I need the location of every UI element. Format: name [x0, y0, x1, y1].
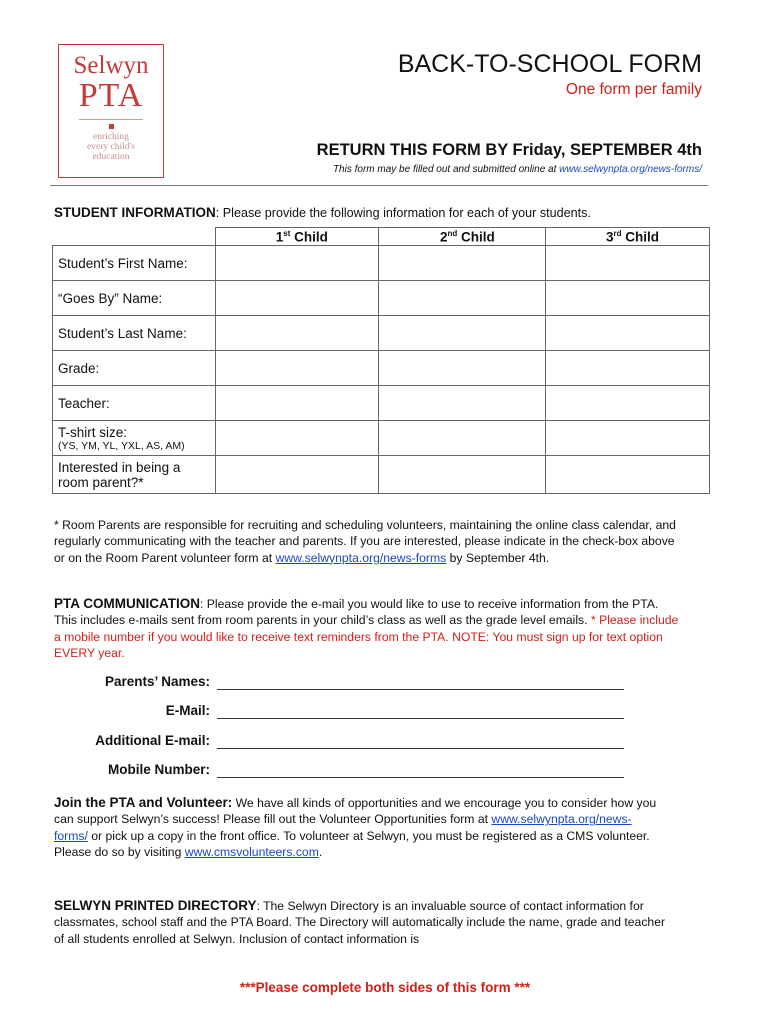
last-name-child-1-field[interactable] [216, 316, 379, 351]
logo-tagline-2: every child's [87, 142, 135, 152]
email-label: E-Mail: [165, 703, 210, 718]
student-info-table [52, 227, 710, 494]
column-header-child-2: 2nd Child [378, 228, 545, 246]
last-name-child-2-field[interactable] [378, 316, 545, 351]
mobile-row [54, 762, 624, 780]
table-row [53, 456, 710, 494]
row-label-grade: Grade: [53, 351, 216, 386]
room-parent-child-2-field[interactable] [378, 456, 545, 494]
grade-child-1-field[interactable] [216, 351, 379, 386]
header-divider [50, 185, 708, 186]
mobile-label: Mobile Number: [107, 762, 210, 777]
table-header-row [53, 228, 710, 246]
form-title: BACK-TO-SCHOOL FORM [397, 50, 702, 78]
news-forms-link[interactable]: www.selwynpta.org/news-forms [275, 550, 447, 565]
email-field[interactable] [217, 718, 624, 719]
goes-by-child-1-field[interactable] [216, 281, 379, 316]
student-info-text: : Please provide the following information for each of your students. [215, 206, 591, 220]
logo-org: PTA [78, 77, 144, 114]
table-row [53, 351, 710, 386]
table-row [53, 421, 710, 456]
table-row [53, 316, 710, 351]
volunteer-section: Join the PTA and Volunteer: We have all kinds of opportunities and we encourage you to consider how you can support Selwyn’s success! Please fill out the Volunteer Opportunities form at www.selwynpta.org/news-forms/ or pick up a copy in the front office. To volunteer at Selwyn, you must be registered as a CMS volunteer. Please do so by visiting www.cmsvolunteers.com. [54, 795, 657, 859]
return-deadline: RETURN THIS FORM BY Friday, SEPTEMBER 4th [316, 141, 702, 159]
online-note-text: This form may be filled out and submitted online at [332, 164, 560, 175]
grade-child-2-field[interactable] [378, 351, 545, 386]
logo-dot-icon [109, 124, 114, 129]
tshirt-child-3-field[interactable] [545, 421, 709, 456]
tshirt-label: T-shirt size: [58, 424, 128, 440]
column-header-child-1: 1st Child [216, 228, 379, 246]
first-name-child-1-field[interactable] [216, 246, 379, 281]
logo-tagline-3: education [92, 152, 130, 162]
student-info-intro [54, 205, 734, 221]
additional-email-label: Additional E-mail: [95, 733, 210, 748]
logo-tagline-1: enriching [93, 132, 129, 142]
room-parent-note: * Room Parents are responsible for recruiting and scheduling volunteers, maintaining the online class calendar, and regularly communicating with the teacher and parents. If you are interested, please indicate in the check-box above or on the Room Parent volunteer form at www.selwynpta.org/news-forms by September 4th. [54, 518, 676, 565]
row-label-tshirt [53, 421, 216, 456]
last-name-child-3-field[interactable] [545, 316, 709, 351]
room-parent-child-3-field[interactable] [545, 456, 709, 494]
parents-names-label: Parents’ Names: [104, 674, 210, 689]
directory-heading: SELWYN PRINTED DIRECTORY [54, 898, 257, 913]
cms-volunteers-link[interactable]: www.cmsvolunteers.com [184, 844, 319, 859]
logo-name: Selwyn [73, 52, 149, 79]
grade-child-3-field[interactable] [545, 351, 709, 386]
goes-by-child-2-field[interactable] [378, 281, 545, 316]
additional-email-field[interactable] [217, 748, 624, 749]
row-label-last-name: Student’s Last Name: [53, 316, 216, 351]
row-label-first-name: Student’s First Name: [53, 246, 216, 281]
mobile-notice: * Please include a mobile number if you would like to receive text reminders from the PTA. NOTE: You must sign up for text option EVERY year. [54, 613, 679, 660]
table-row [53, 246, 710, 281]
row-label-teacher: Teacher: [53, 386, 216, 421]
student-info-heading: STUDENT INFORMATION [54, 205, 216, 220]
volunteer-forms-link[interactable]: www.selwynpta.org/news-forms/ [54, 812, 632, 843]
first-name-child-3-field[interactable] [545, 246, 709, 281]
first-name-child-2-field[interactable] [378, 246, 545, 281]
table-row [53, 386, 710, 421]
form-subtitle: One form per family [565, 81, 702, 98]
footer-notice: ***Please complete both sides of this form *** [239, 980, 531, 995]
teacher-child-1-field[interactable] [216, 386, 379, 421]
online-url-link[interactable]: www.selwynpta.org/news-forms/ [559, 164, 702, 175]
logo-divider [79, 119, 143, 120]
row-label-room-parent: Interested in being a room parent?* [53, 456, 216, 494]
tshirt-sizes: (YS, YM, YL, YXL, AS, AM) [58, 439, 185, 452]
parents-names-row [54, 674, 624, 692]
selwyn-pta-logo [58, 44, 164, 178]
directory-section: SELWYN PRINTED DIRECTORY: The Selwyn Directory is an invaluable source of contact information for classmates, school staff and the PTA Board. The Directory will automatically include the name, grade and teacher of all students enrolled at Selwyn. Inclusion of contact information is [54, 898, 666, 946]
table-corner [53, 228, 216, 246]
tshirt-child-1-field[interactable] [216, 421, 379, 456]
volunteer-heading: Join the PTA and Volunteer: [54, 795, 233, 810]
tshirt-child-2-field[interactable] [378, 421, 545, 456]
additional-email-row [54, 733, 624, 751]
table-row [53, 281, 710, 316]
pta-communication: PTA COMMUNICATION: Please provide the e-mail you would like to use to receive information from the PTA. This includes e-mails sent from room parents in your child’s class as well as the grade level emails. * Please include a mobile number if you would like to receive text reminders from the PTA. NOTE: You must sign up for text option EVERY year. [54, 596, 679, 660]
pta-communication-heading: PTA COMMUNICATION [54, 596, 200, 611]
teacher-child-2-field[interactable] [378, 386, 545, 421]
email-row [54, 703, 624, 721]
mobile-field[interactable] [217, 777, 624, 778]
teacher-child-3-field[interactable] [545, 386, 709, 421]
goes-by-child-3-field[interactable] [545, 281, 709, 316]
room-parent-child-1-field[interactable] [216, 456, 379, 494]
parents-names-field[interactable] [217, 689, 624, 690]
row-label-goes-by: “Goes By” Name: [53, 281, 216, 316]
online-note [333, 164, 702, 175]
column-header-child-3: 3rd Child [545, 228, 709, 246]
